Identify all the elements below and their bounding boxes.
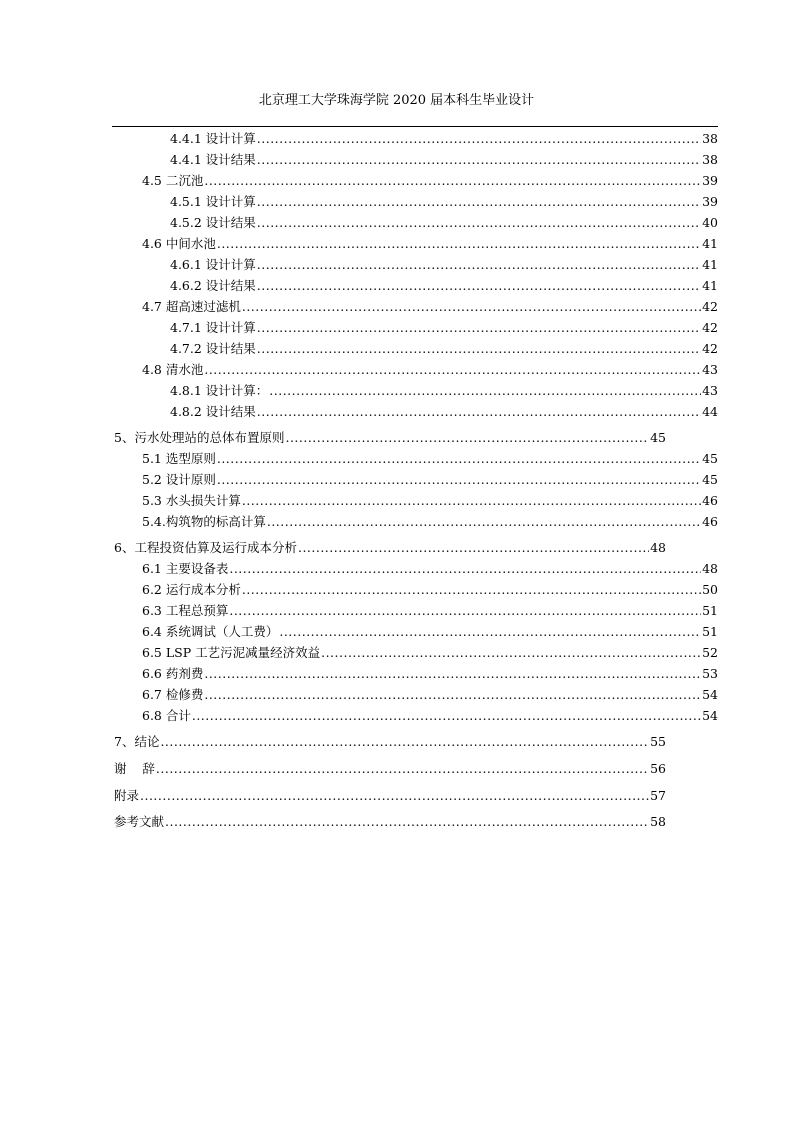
toc-leader-dots — [257, 194, 701, 210]
toc-entry-label: 4.4.1 设计结果 — [170, 152, 256, 167]
toc-entry[interactable] — [142, 514, 718, 530]
toc-entry[interactable] — [170, 383, 718, 399]
toc-entry-page: 57 — [650, 788, 666, 803]
toc-entry-page: 38 — [702, 152, 718, 167]
toc-entry-page: 52 — [702, 645, 718, 660]
toc-leader-dots — [204, 362, 701, 378]
toc-entry-page: 45 — [702, 451, 718, 466]
toc-leader-dots — [217, 236, 701, 252]
toc-entry[interactable] — [142, 624, 718, 640]
toc-leader-dots — [160, 734, 649, 750]
toc-leader-dots — [257, 152, 701, 168]
toc-entry-page: 54 — [702, 708, 718, 723]
toc-entry-label: 4.6.2 设计结果 — [170, 278, 256, 293]
toc-entry-label: 7、结论 — [114, 734, 160, 749]
toc-entry-label: 5.2 设计原则 — [142, 472, 216, 487]
toc-entry[interactable] — [114, 540, 666, 556]
toc-leader-dots — [204, 173, 701, 189]
toc-entry-page: 41 — [702, 236, 718, 251]
toc-entry[interactable] — [114, 430, 666, 446]
toc-entry-label: 5、污水处理站的总体布置原则 — [114, 430, 285, 445]
toc-entry-label: 6.6 药剂费 — [142, 666, 204, 681]
toc-entry-page: 39 — [702, 194, 718, 209]
toc-entry-label: 4.7 超高速过滤机 — [142, 299, 241, 314]
toc-entry-page: 42 — [702, 341, 718, 356]
toc-leader-dots — [257, 320, 701, 336]
toc-entry-label: 5.4.构筑物的标高计算 — [142, 514, 266, 529]
toc-entry-label: 4.8 清水池 — [142, 362, 204, 377]
toc-entry-page: 48 — [650, 540, 666, 555]
toc-leader-dots — [257, 404, 701, 420]
toc-entry[interactable] — [142, 236, 718, 252]
toc-entry-page: 58 — [650, 814, 666, 829]
toc-entry-label: 6.1 主要设备表 — [142, 561, 229, 576]
toc-entry[interactable] — [170, 215, 718, 231]
toc-entry[interactable] — [142, 708, 718, 724]
toc-leader-dots — [192, 708, 701, 724]
toc-entry-page: 43 — [702, 383, 718, 398]
toc-entry-page: 42 — [702, 299, 718, 314]
toc-leader-dots — [257, 215, 701, 231]
toc-entry-label: 参考文献 — [114, 814, 165, 829]
toc-entry[interactable] — [114, 734, 666, 750]
toc-entry-page: 53 — [702, 666, 718, 681]
toc-entry-page: 48 — [702, 561, 718, 576]
toc-leader-dots — [242, 299, 701, 315]
toc-entry[interactable] — [114, 788, 666, 804]
toc-entry-label: 5.1 选型原则 — [142, 451, 216, 466]
toc-leader-dots — [257, 131, 701, 147]
toc-entry-label: 4.8.1 设计计算： — [170, 383, 269, 398]
toc-entry-page: 56 — [650, 761, 666, 776]
toc-entry-page: 44 — [702, 404, 718, 419]
toc-entry-page: 41 — [702, 278, 718, 293]
toc-leader-dots — [257, 257, 701, 273]
toc-entry[interactable] — [142, 645, 718, 661]
toc-entry[interactable] — [142, 173, 718, 189]
toc-entry-label: 6.2 运行成本分析 — [142, 582, 241, 597]
toc-entry-label: 4.6.1 设计计算 — [170, 257, 256, 272]
toc-entry-label: 6.7 检修费 — [142, 687, 204, 702]
toc-entry-page: 46 — [702, 514, 718, 529]
toc-entry-label: 4.6 中间水池 — [142, 236, 216, 251]
toc-entry-label: 4.8.2 设计结果 — [170, 404, 256, 419]
toc-entry[interactable] — [170, 320, 718, 336]
toc-entry[interactable] — [142, 687, 718, 703]
toc-entry-page: 50 — [702, 582, 718, 597]
toc-entry-page: 51 — [702, 624, 718, 639]
toc-entry[interactable] — [114, 814, 666, 830]
toc-entry[interactable] — [114, 761, 666, 777]
toc-entry-page: 41 — [702, 257, 718, 272]
toc-entry[interactable] — [170, 194, 718, 210]
toc-entry[interactable] — [170, 341, 718, 357]
toc-leader-dots — [267, 514, 701, 530]
toc-leader-dots — [204, 666, 701, 682]
toc-leader-dots — [257, 341, 701, 357]
toc-entry-label: 6.4 系统调试（人工费） — [142, 624, 279, 639]
toc-entry[interactable] — [170, 404, 718, 420]
toc-entry-label: 5.3 水头损失计算 — [142, 493, 241, 508]
toc-entry[interactable] — [170, 257, 718, 273]
toc-leader-dots — [269, 383, 701, 399]
toc-entry-page: 38 — [702, 131, 718, 146]
toc-entry-label: 4.5.1 设计计算 — [170, 194, 256, 209]
toc-entry[interactable] — [142, 362, 718, 378]
toc-leader-dots — [140, 788, 649, 804]
toc-entry-label: 4.5.2 设计结果 — [170, 215, 256, 230]
toc-entry-label: 谢 辞 — [114, 761, 155, 776]
toc-entry-page: 39 — [702, 173, 718, 188]
toc-entry-page: 55 — [650, 734, 666, 749]
toc-leader-dots — [217, 451, 701, 467]
toc-entry-label: 4.7.1 设计计算 — [170, 320, 256, 335]
toc-entry[interactable] — [142, 451, 718, 467]
toc-entry-page: 40 — [702, 215, 718, 230]
toc-leader-dots — [285, 430, 649, 446]
toc-entry[interactable] — [170, 278, 718, 294]
toc-entry-page: 46 — [702, 493, 718, 508]
toc-entry-page: 45 — [702, 472, 718, 487]
toc-entry-label: 6.3 工程总预算 — [142, 603, 229, 618]
toc-leader-dots — [229, 561, 701, 577]
toc-entry-label: 6.8 合计 — [142, 708, 191, 723]
toc-entry-page: 51 — [702, 603, 718, 618]
page-header: 北京理工大学珠海学院 2020 届本科生毕业设计 — [258, 93, 535, 108]
toc-entry[interactable] — [142, 561, 718, 577]
toc-leader-dots — [279, 624, 701, 640]
toc-leader-dots — [217, 472, 701, 488]
toc-entry-label: 4.4.1 设计计算 — [170, 131, 256, 146]
toc-leader-dots — [257, 278, 701, 294]
toc-entry[interactable] — [142, 603, 718, 619]
toc-entry[interactable] — [142, 666, 718, 682]
toc-leader-dots — [321, 645, 701, 661]
toc-entry[interactable] — [142, 493, 718, 509]
toc-entry-page: 54 — [702, 687, 718, 702]
toc-entry[interactable] — [142, 299, 718, 315]
toc-entry-page: 45 — [650, 430, 666, 445]
toc-entry[interactable] — [170, 152, 718, 168]
toc-leader-dots — [156, 761, 649, 777]
toc-leader-dots — [165, 814, 649, 830]
toc-leader-dots — [298, 540, 649, 556]
toc-leader-dots — [242, 582, 701, 598]
toc-entry-label: 4.5 二沉池 — [142, 173, 204, 188]
toc-entry[interactable] — [142, 582, 718, 598]
toc-entry-page: 43 — [702, 362, 718, 377]
toc-leader-dots — [204, 687, 701, 703]
toc-entry-label: 4.7.2 设计结果 — [170, 341, 256, 356]
toc-entry-label: 6、工程投资估算及运行成本分析 — [114, 540, 297, 555]
toc-leader-dots — [229, 603, 701, 619]
toc-entry-label: 附录 — [114, 788, 140, 803]
toc-entry[interactable] — [142, 472, 718, 488]
toc-entry-label: 6.5 LSP 工艺污泥减量经济效益 — [142, 645, 321, 660]
toc-entry-page: 42 — [702, 320, 718, 335]
toc-entry[interactable] — [170, 131, 718, 147]
toc-leader-dots — [242, 493, 701, 509]
